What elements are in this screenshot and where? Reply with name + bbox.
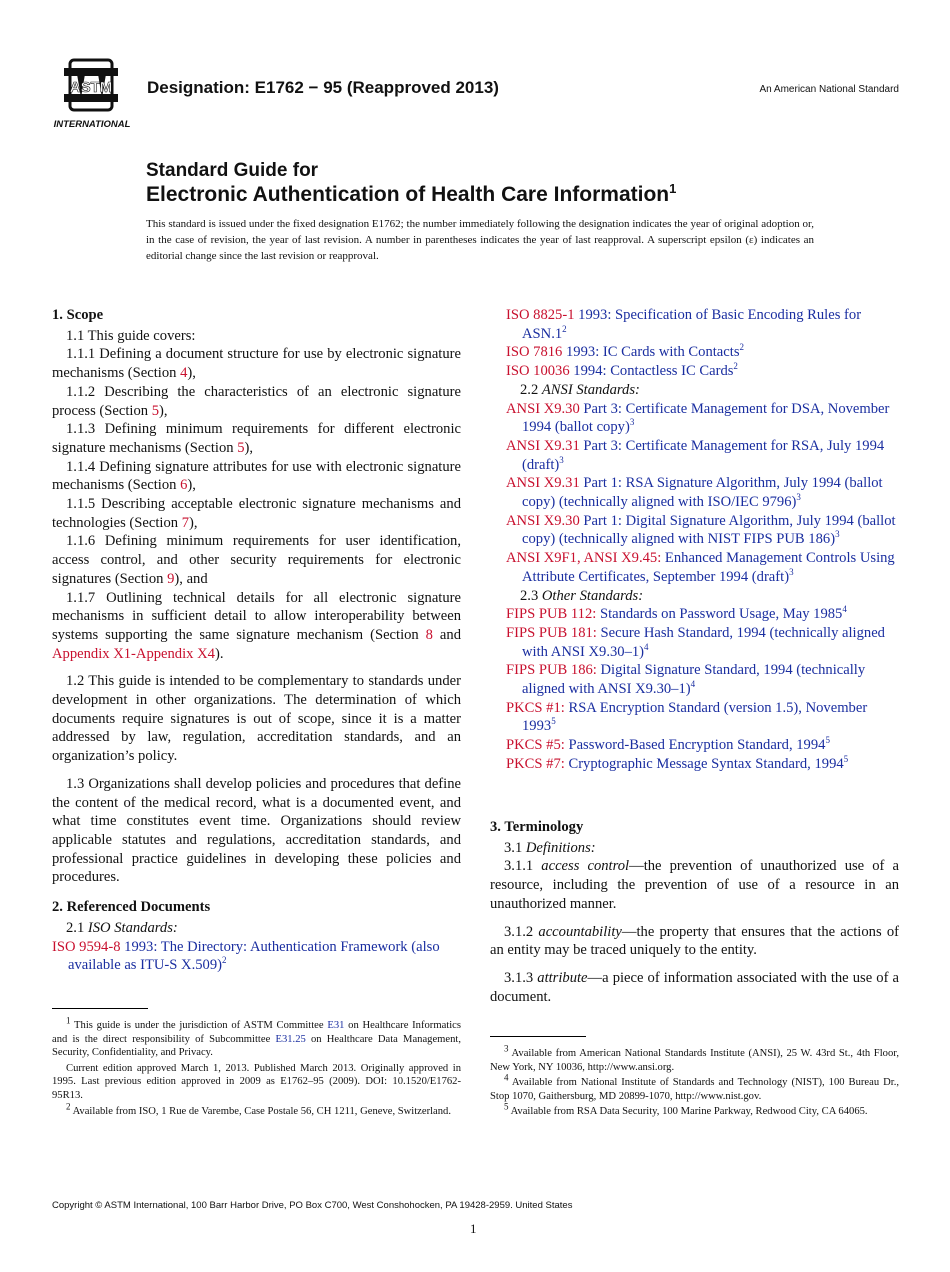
- fips-181-title-link[interactable]: Secure Hash Standard, 1994 (technically aligned with ANSI X9.30–1): [522, 624, 885, 660]
- ansi-x9-31-part1-title-link[interactable]: Part 1: RSA Signature Algorithm, July 1994 (ballot copy) (technically aligned with ISO/IEC 9796): [522, 475, 883, 511]
- fips-186-title-link[interactable]: Digital Signature Standard, 1994 (technically aligned with ANSI X9.30–1): [522, 662, 866, 698]
- reference-ansi-x9-31-part1: ANSI X9.31 Part 1: RSA Signature Algorithm, July 1994 (ballot copy) (technically aligned with ISO/IEC 9796)$^3$: [506, 475, 883, 511]
- ansi-x9-30-link[interactable]: ANSI X9.30: [506, 400, 580, 417]
- iso-10036-link[interactable]: ISO 10036: [506, 363, 570, 380]
- footnotes-right: [490, 1043, 899, 1121]
- footnote-1-edition: Current edition approved March 1, 2013. Published March 2013. Originally approved in 1995. Last previous edition approved in 2009 as E1762–95 (2009). DOI: 10.1520/E1762-95R13.: [52, 1062, 461, 1101]
- ansi-x9-30-part1-title-link[interactable]: Part 1: Digital Signature Algorithm, July 1994 (ballot copy) (technically aligned with NIST FIPS PUB 186): [522, 512, 896, 548]
- logo-text-international: INTERNATIONAL: [53, 119, 131, 130]
- section-2-heading: 2. Referenced Documents: [52, 899, 211, 916]
- reference-ansi-x9-31-part3: ANSI X9.31 Part 3: Certificate Management for RSA, July 1994 (draft)$^3$: [506, 437, 885, 473]
- ansi-x9f1-title-link[interactable]: Enhanced Management Controls Using Attribute Certificates, September 1994 (draft): [522, 550, 895, 585]
- terminology-section: [490, 818, 899, 1006]
- footnote-2: $^2$ Available from ISO, 1 Rue de Varembe, Case Postale 56, CH 1211, Geneve, Switzerland.: [66, 1101, 452, 1117]
- footnote-1: $^1$ This guide is under the jurisdiction of ASTM Committee E31 on Healthcare Informatics and is the direct responsibility of Subcommittee E31.25 on Healthcare Data Management, Security, Confidentiality, and Privacy.: [52, 1015, 461, 1059]
- footnotes-left: [52, 1015, 461, 1120]
- ansi-x9-31-link[interactable]: ANSI X9.31: [506, 475, 580, 492]
- ansi-x9-30-part3-title-link[interactable]: Part 3: Certificate Management for DSA, November 1994 (ballot copy): [522, 400, 890, 436]
- reference-iso-7816: ISO 7816 1993: IC Cards with Contacts$^2$: [506, 342, 745, 361]
- para-1-1-4: 1.1.4 Defining signature attributes for use with electronic signature mechanisms (Section 6),: [52, 458, 461, 494]
- para-1-1-7: 1.1.7 Outlining technical details for all electronic signature mechanisms in sufficient detail to allow interoperability between systems supporting the same signature mechanism (Section 8 and Appendix X1-Appendix X4).: [52, 589, 461, 662]
- iso-8825-1-title-link[interactable]: 1993: Specification of Basic Encoding Rules for ASN.1: [522, 307, 862, 342]
- appendix-link[interactable]: Appendix X1-Appendix X4: [52, 645, 215, 662]
- para-3-1: 3.1 Definitions:: [504, 839, 596, 856]
- para-2-3: 2.3 Other Standards:: [520, 587, 644, 604]
- iso-9594-8-link[interactable]: ISO 9594-8: [52, 938, 121, 955]
- para-1-2: 1.2 This guide is intended to be complementary to standards under development in other organizations. The determination of which documents require signatures is out of scope, since it is a matter addressed by law, regulation, accreditation standards, and an organization’s policy.: [52, 673, 461, 765]
- footnote-divider-left: [52, 1008, 148, 1009]
- pkcs-1-title-link[interactable]: RSA Encryption Standard (version 1.5), November 1993: [522, 699, 868, 735]
- pkcs-5-title-link[interactable]: Password-Based Encryption Standard, 1994: [564, 737, 826, 754]
- fips-112-link[interactable]: FIPS PUB 112:: [506, 606, 597, 623]
- iso-7816-link[interactable]: ISO 7816: [506, 344, 563, 361]
- ansi-x9-31-link[interactable]: ANSI X9.31: [506, 437, 580, 454]
- section-4-link[interactable]: 4: [180, 365, 188, 382]
- section-6-link[interactable]: 6: [180, 477, 188, 494]
- reference-ansi-x9-30-part3: ANSI X9.30 Part 3: Certificate Management for DSA, November 1994 (ballot copy)$^3$: [506, 400, 890, 436]
- reference-ansi-x9-30-part1: ANSI X9.30 Part 1: Digital Signature Algorithm, July 1994 (ballot copy) (technically aligned with NIST FIPS PUB 186)$^3$: [506, 512, 896, 548]
- pkcs-5-link[interactable]: PKCS #5:: [506, 737, 565, 754]
- footnote-divider-right: [490, 1036, 586, 1037]
- footnote-4: $^4$ Available from National Institute of Standards and Technology (NIST), 100 Bureau Dr., Stop 1070, Gaithersburg, MD 20899-1070, http://www.nist.gov.: [490, 1072, 899, 1102]
- ansi-x9-31-part3-title-link[interactable]: Part 3: Certificate Management for RSA, July 1994 (draft): [522, 437, 885, 473]
- section-3-heading: 3. Terminology: [490, 819, 584, 835]
- para-1-1-6: 1.1.6 Defining minimum requirements for user identification, access control, and other security requirements for electronic signatures (Section 9), and: [52, 533, 461, 587]
- section-8-link[interactable]: 8: [425, 626, 433, 643]
- fips-186-link[interactable]: FIPS PUB 186:: [506, 662, 597, 679]
- definition-access-control: 3.1.1 access control—the prevention of unauthorized use of a resource, including the prevention of use of a resource in an unauthorized manner.: [490, 858, 899, 912]
- section-5-link[interactable]: 5: [237, 439, 245, 456]
- para-1-1-3: 1.1.3 Defining minimum requirements for different electronic signature mechanisms (Section 5),: [52, 421, 461, 456]
- definition-attribute: 3.1.3 attribute—a piece of information associated with the use of a document.: [490, 969, 899, 1005]
- section-7-link[interactable]: 7: [181, 514, 189, 531]
- para-1-1: 1.1 This guide covers:: [66, 327, 196, 344]
- ansi-x9f1-link[interactable]: ANSI X9F1, ANSI X9.45:: [506, 550, 662, 567]
- section-5-link[interactable]: 5: [151, 402, 159, 419]
- committee-e31-link[interactable]: E31: [327, 1020, 345, 1031]
- pkcs-7-title-link[interactable]: Cryptographic Message Syntax Standard, 1994: [564, 755, 844, 772]
- left-column: [52, 306, 461, 975]
- iso-7816-title-link[interactable]: 1993: IC Cards with Contacts: [562, 344, 740, 361]
- reference-pkcs-5: PKCS #5: Password-Based Encryption Standard, 1994$^5$: [506, 735, 830, 754]
- para-1-1-2: 1.1.2 Describing the characteristics of an electronic signature process (Section 5),: [52, 383, 461, 419]
- reference-fips-112: FIPS PUB 112: Standards on Password Usage, May 1985$^4$: [506, 604, 847, 623]
- subcommittee-e31-25-link[interactable]: E31.25: [275, 1033, 306, 1045]
- reference-fips-181: FIPS PUB 181: Secure Hash Standard, 1994 (technically aligned with ANSI X9.30–1)$^4$: [506, 624, 885, 660]
- astm-logo: [52, 58, 136, 130]
- pkcs-7-link[interactable]: PKCS #7:: [506, 755, 565, 772]
- national-standard-label: An American National Standard: [759, 84, 899, 95]
- title-text: Electronic Authentication of Health Care Information: [146, 183, 670, 206]
- title-line-1: Standard Guide for: [146, 160, 319, 181]
- definition-accountability: 3.1.2 accountability—the property that ensures that the actions of an entity may be traced uniquely to the entity.: [490, 923, 899, 959]
- right-column: [506, 306, 900, 774]
- footnote-5: $^5$ Available from RSA Data Security, 100 Marine Parkway, Redwood City, CA 64065.: [504, 1101, 868, 1118]
- logo-text-astm: ASTM: [69, 79, 113, 96]
- reference-pkcs-1: PKCS #1: RSA Encryption Standard (version 1.5), November 1993$^5$: [506, 699, 868, 735]
- designation: Designation: E1762 − 95 (Reapproved 2013): [147, 78, 499, 97]
- para-2-1: 2.1 ISO Standards:: [66, 919, 178, 936]
- pkcs-1-link[interactable]: PKCS #1:: [506, 699, 565, 716]
- para-1-1-1: 1.1.1 Defining a document structure for use by electronic signature mechanisms (Section 4),: [52, 346, 461, 382]
- copyright-notice: Copyright © ASTM International, 100 Barr Harbor Drive, PO Box C700, West Conshohocken, PA 19428-2959. United States: [52, 1200, 573, 1211]
- iso-8825-1-link[interactable]: ISO 8825-1: [506, 307, 575, 323]
- section-1-heading: 1. Scope: [52, 307, 104, 323]
- footnote-3: $^3$ Available from American National Standards Institute (ANSI), 25 W. 43rd St., 4th Floor, New York, NY 10036, http://www.ansi.org.: [490, 1043, 899, 1073]
- page-number: 1: [470, 1221, 477, 1236]
- title-line-2: [146, 183, 676, 207]
- ansi-x9-30-link[interactable]: ANSI X9.30: [506, 512, 580, 529]
- fips-112-title-link[interactable]: Standards on Password Usage, May 1985: [596, 606, 843, 623]
- iso-9594-8-title-link[interactable]: 1993: The Directory: Authentication Framework (also available as ITU-S X.509): [68, 938, 440, 974]
- reference-fips-186: FIPS PUB 186: Digital Signature Standard, 1994 (technically aligned with ANSI X9.30–1)$^4$: [506, 662, 866, 698]
- para-1-3: 1.3 Organizations shall develop policies and procedures that define the content of the medical record, what is a documented event, and what time constitutes event time. Organizations should review applicable statutes and regulations, accreditation standards, and professional practice guidelines in developing these policies and procedures.: [52, 775, 461, 886]
- reference-ansi-x9f1-x9-45: ANSI X9F1, ANSI X9.45: Enhanced Management Controls Using Attribute Certificates, September 1994 (draft)$^3$: [506, 550, 895, 585]
- reference-iso-8825-1: ISO 8825-1 1993: Specification of Basic Encoding Rules for $ASN.1^2$: [506, 307, 862, 342]
- iso-10036-title-link[interactable]: 1994: Contactless IC Cards: [569, 363, 734, 380]
- para-1-1-5: 1.1.5 Describing acceptable electronic signature mechanisms and technologies (Section 7),: [52, 496, 461, 531]
- para-2-2: 2.2 ANSI Standards:: [520, 381, 640, 398]
- reference-iso-10036: ISO 10036 1994: Contactless IC Cards$^2$: [506, 361, 738, 380]
- reference-iso-9594-8: ISO 9594-8 1993: The Directory: Authentication Framework (also available as ITU-S X.509)$^2$: [52, 938, 440, 974]
- reference-pkcs-7: PKCS #7: Cryptographic Message Syntax Standard, 1994$^5$: [506, 754, 849, 772]
- section-9-link[interactable]: 9: [167, 570, 175, 587]
- issuance-note: This standard is issued under the fixed designation E1762; the number immediately following the designation indicates the year of original adoption or, in the case of revision, the year of last revision. A number in parentheses indicates the year of last reapproval. A superscript epsilon (ε) indicates an editorial change since the last revision or reapproval.: [146, 218, 814, 262]
- title-footnote-mark: 1: [669, 181, 677, 196]
- fips-181-link[interactable]: FIPS PUB 181:: [506, 624, 597, 641]
